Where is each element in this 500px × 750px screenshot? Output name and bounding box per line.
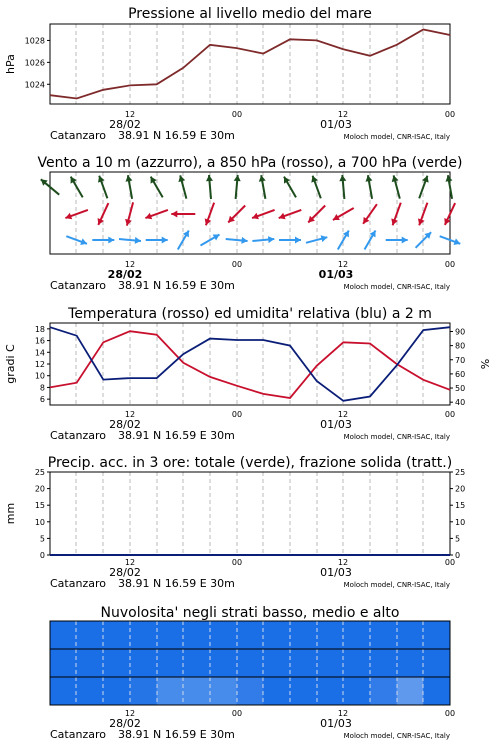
cloud-cell: [237, 649, 264, 677]
y-right-tick-label: 15: [455, 501, 466, 511]
cloud-cell: [237, 677, 264, 705]
wind-arrow: [125, 202, 133, 225]
y-tick-label: 25: [34, 468, 45, 477]
wind-arrow: [446, 175, 453, 199]
cloud-cell: [423, 621, 450, 649]
coords-label: 38.91 N 16.59 E 30m: [118, 728, 235, 741]
y-tick-label: 1024: [24, 80, 45, 90]
cloud-cell: [157, 621, 184, 649]
y-tick-label: 20: [34, 484, 45, 494]
y-tick-label: 16: [34, 336, 45, 346]
coords-label: 38.91 N 16.59 E 30m: [118, 279, 235, 292]
wind-arrow: [71, 177, 83, 198]
cloud-cell: [103, 621, 130, 649]
y-tick-label: 0: [39, 551, 45, 560]
cloud-cell: [397, 677, 424, 705]
date-label: 01/03: [320, 118, 352, 131]
cloud-cell: [183, 649, 210, 677]
wind-arrow: [419, 176, 429, 199]
cloud-cell: [317, 649, 344, 677]
hour-tick-label: 12: [337, 558, 349, 567]
cloud-cell: [370, 621, 397, 649]
cloud-cell: [210, 649, 237, 677]
model-label: Moloch model, CNR-ISAC, Italy: [343, 283, 450, 291]
date-label: 01/03: [320, 566, 352, 579]
date-label: 28/02: [109, 566, 141, 579]
cloud-cell: [290, 649, 317, 677]
hour-tick-label: 12: [124, 410, 136, 419]
cloud-cell: [263, 649, 290, 677]
y-tick-label: 8: [39, 383, 45, 393]
y-tick-label: 12: [34, 360, 45, 369]
cloud-cell: [77, 621, 104, 649]
y-right-tick-label: 80: [455, 341, 466, 351]
hour-tick-label: 00: [444, 410, 456, 419]
date-label: 01/03: [320, 418, 352, 431]
cloud-cell: [77, 677, 104, 705]
y-right-tick-label: 50: [455, 384, 466, 394]
y-tick-label: 10: [34, 371, 45, 381]
y-right-tick-label: 70: [455, 355, 466, 365]
cloud-cell: [50, 677, 77, 705]
date-label: 28/02: [109, 118, 141, 131]
cloud-cell: [343, 649, 370, 677]
wind-arrow: [418, 203, 427, 226]
y-tick-label: 6: [39, 395, 45, 405]
cloud-cell: [317, 677, 344, 705]
cloud-cell: [77, 649, 104, 677]
hour-tick-label: 00: [231, 410, 243, 419]
y-tick-label: 5: [39, 534, 45, 544]
cloud-cell: [130, 649, 157, 677]
cloud-cell: [423, 677, 450, 705]
chart-title: Vento a 10 m (azzurro), a 850 hPa (rosso), a 700 hPa (verde): [37, 155, 463, 171]
location-label: Catanzaro: [50, 577, 106, 590]
cloud-cell: [263, 621, 290, 649]
hour-tick-label: 00: [444, 709, 456, 718]
cloud-cell: [50, 621, 77, 649]
hour-tick-label: 00: [231, 110, 243, 119]
wind-arrow: [311, 176, 321, 199]
cloud-cell: [103, 677, 130, 705]
y-right-tick-label: 60: [455, 369, 466, 379]
wind-arrow: [392, 175, 400, 198]
cloud-cell: [237, 621, 264, 649]
hour-tick-label: 12: [124, 110, 136, 119]
model-label: Moloch model, CNR-ISAC, Italy: [343, 433, 450, 441]
location-label: Catanzaro: [50, 429, 106, 442]
cloud-cell: [343, 677, 370, 705]
temperature-line: [50, 331, 450, 398]
coords-label: 38.91 N 16.59 E 30m: [118, 129, 235, 142]
y-axis-label: mm: [4, 502, 17, 525]
hour-tick-label: 12: [337, 110, 349, 119]
cloud-cell: [290, 677, 317, 705]
wind-arrow: [65, 210, 88, 219]
wind-arrow: [178, 175, 186, 198]
y-tick-label: 14: [34, 348, 45, 358]
cloud-cell: [290, 621, 317, 649]
hour-tick-label: 12: [124, 558, 136, 567]
chart-title: Nuvolosita' negli strati basso, medio e alto: [100, 605, 400, 621]
hour-tick-label: 00: [444, 110, 456, 119]
plot-frame: [50, 323, 450, 405]
model-label: Moloch model, CNR-ISAC, Italy: [343, 732, 450, 740]
hour-tick-label: 00: [231, 260, 243, 269]
wind-arrow: [178, 231, 189, 250]
y-axis-label: hPa: [4, 54, 17, 74]
cloud-cell: [370, 677, 397, 705]
y-right-tick-label: 0: [455, 551, 461, 560]
hour-tick-label: 00: [444, 260, 456, 269]
pressure-line: [50, 30, 450, 99]
cloud-cell: [157, 677, 184, 705]
y-tick-label: 1028: [24, 36, 45, 46]
chart-title: Precip. acc. in 3 ore: totale (verde), frazione solida (tratt.): [47, 455, 453, 471]
cloud-cell: [183, 621, 210, 649]
y-tick-label: 10: [34, 517, 45, 527]
date-label: 01/03: [320, 717, 352, 730]
cloud-cell: [423, 649, 450, 677]
y-right-tick-label: 20: [455, 484, 466, 494]
hour-tick-label: 12: [337, 410, 349, 419]
date-label: 28/02: [109, 418, 141, 431]
hour-tick-label: 00: [444, 558, 456, 567]
model-label: Moloch model, CNR-ISAC, Italy: [343, 133, 450, 141]
cloud-cell: [210, 621, 237, 649]
hour-tick-label: 12: [124, 260, 136, 269]
hour-tick-label: 12: [124, 709, 136, 718]
y-tick-label: 18: [34, 324, 45, 334]
coords-label: 38.91 N 16.59 E 30m: [118, 429, 235, 442]
cloud-cell: [397, 621, 424, 649]
chart-title: Temperatura (rosso) ed umidita' relativa (blu) a 2 m: [68, 306, 432, 322]
wind-arrow: [365, 231, 376, 250]
cloud-cell: [210, 677, 237, 705]
wind-arrow: [338, 231, 349, 250]
wind-arrow: [205, 203, 214, 226]
cloud-cell: [370, 649, 397, 677]
hour-tick-label: 00: [231, 558, 243, 567]
date-label: 28/02: [109, 717, 141, 730]
date-label: 01/03: [318, 268, 354, 281]
hour-tick-label: 12: [337, 709, 349, 718]
chart-title: Pressione al livello medio del mare: [128, 6, 372, 22]
y-right-tick-label: 10: [455, 517, 466, 527]
cloud-cell: [50, 649, 77, 677]
location-label: Catanzaro: [50, 129, 106, 142]
cloud-cell: [103, 649, 130, 677]
coords-label: 38.91 N 16.59 E 30m: [118, 577, 235, 590]
cloud-cell: [397, 649, 424, 677]
cloud-cell: [130, 677, 157, 705]
date-label: 28/02: [107, 268, 143, 281]
wind-arrow: [391, 203, 401, 226]
y-right-tick-label: 5: [455, 534, 461, 544]
cloud-cell: [130, 621, 157, 649]
cloud-cell: [343, 621, 370, 649]
cloud-cell: [317, 621, 344, 649]
y-tick-label: 15: [34, 501, 45, 511]
y-right-tick-label: 90: [455, 327, 466, 337]
y-axis-label: gradi C: [4, 344, 17, 384]
hour-tick-label: 00: [231, 709, 243, 718]
wind-arrow: [66, 236, 87, 245]
plot-frame: [50, 472, 450, 555]
y-tick-label: 1026: [24, 58, 45, 68]
plot-frame: [50, 24, 450, 104]
cloud-cell: [183, 677, 210, 705]
wind-arrow: [366, 175, 373, 199]
location-label: Catanzaro: [50, 728, 106, 741]
cloud-cell: [157, 649, 184, 677]
wind-arrow: [259, 175, 266, 199]
model-label: Moloch model, CNR-ISAC, Italy: [343, 581, 450, 589]
y-right-tick-label: 25: [455, 468, 466, 477]
location-label: Catanzaro: [50, 279, 106, 292]
hour-tick-label: 12: [337, 260, 349, 269]
cloud-cell: [263, 677, 290, 705]
wind-arrow: [126, 175, 133, 199]
y-right-tick-label: 40: [455, 398, 466, 408]
y-right-axis-label: %: [479, 358, 492, 370]
